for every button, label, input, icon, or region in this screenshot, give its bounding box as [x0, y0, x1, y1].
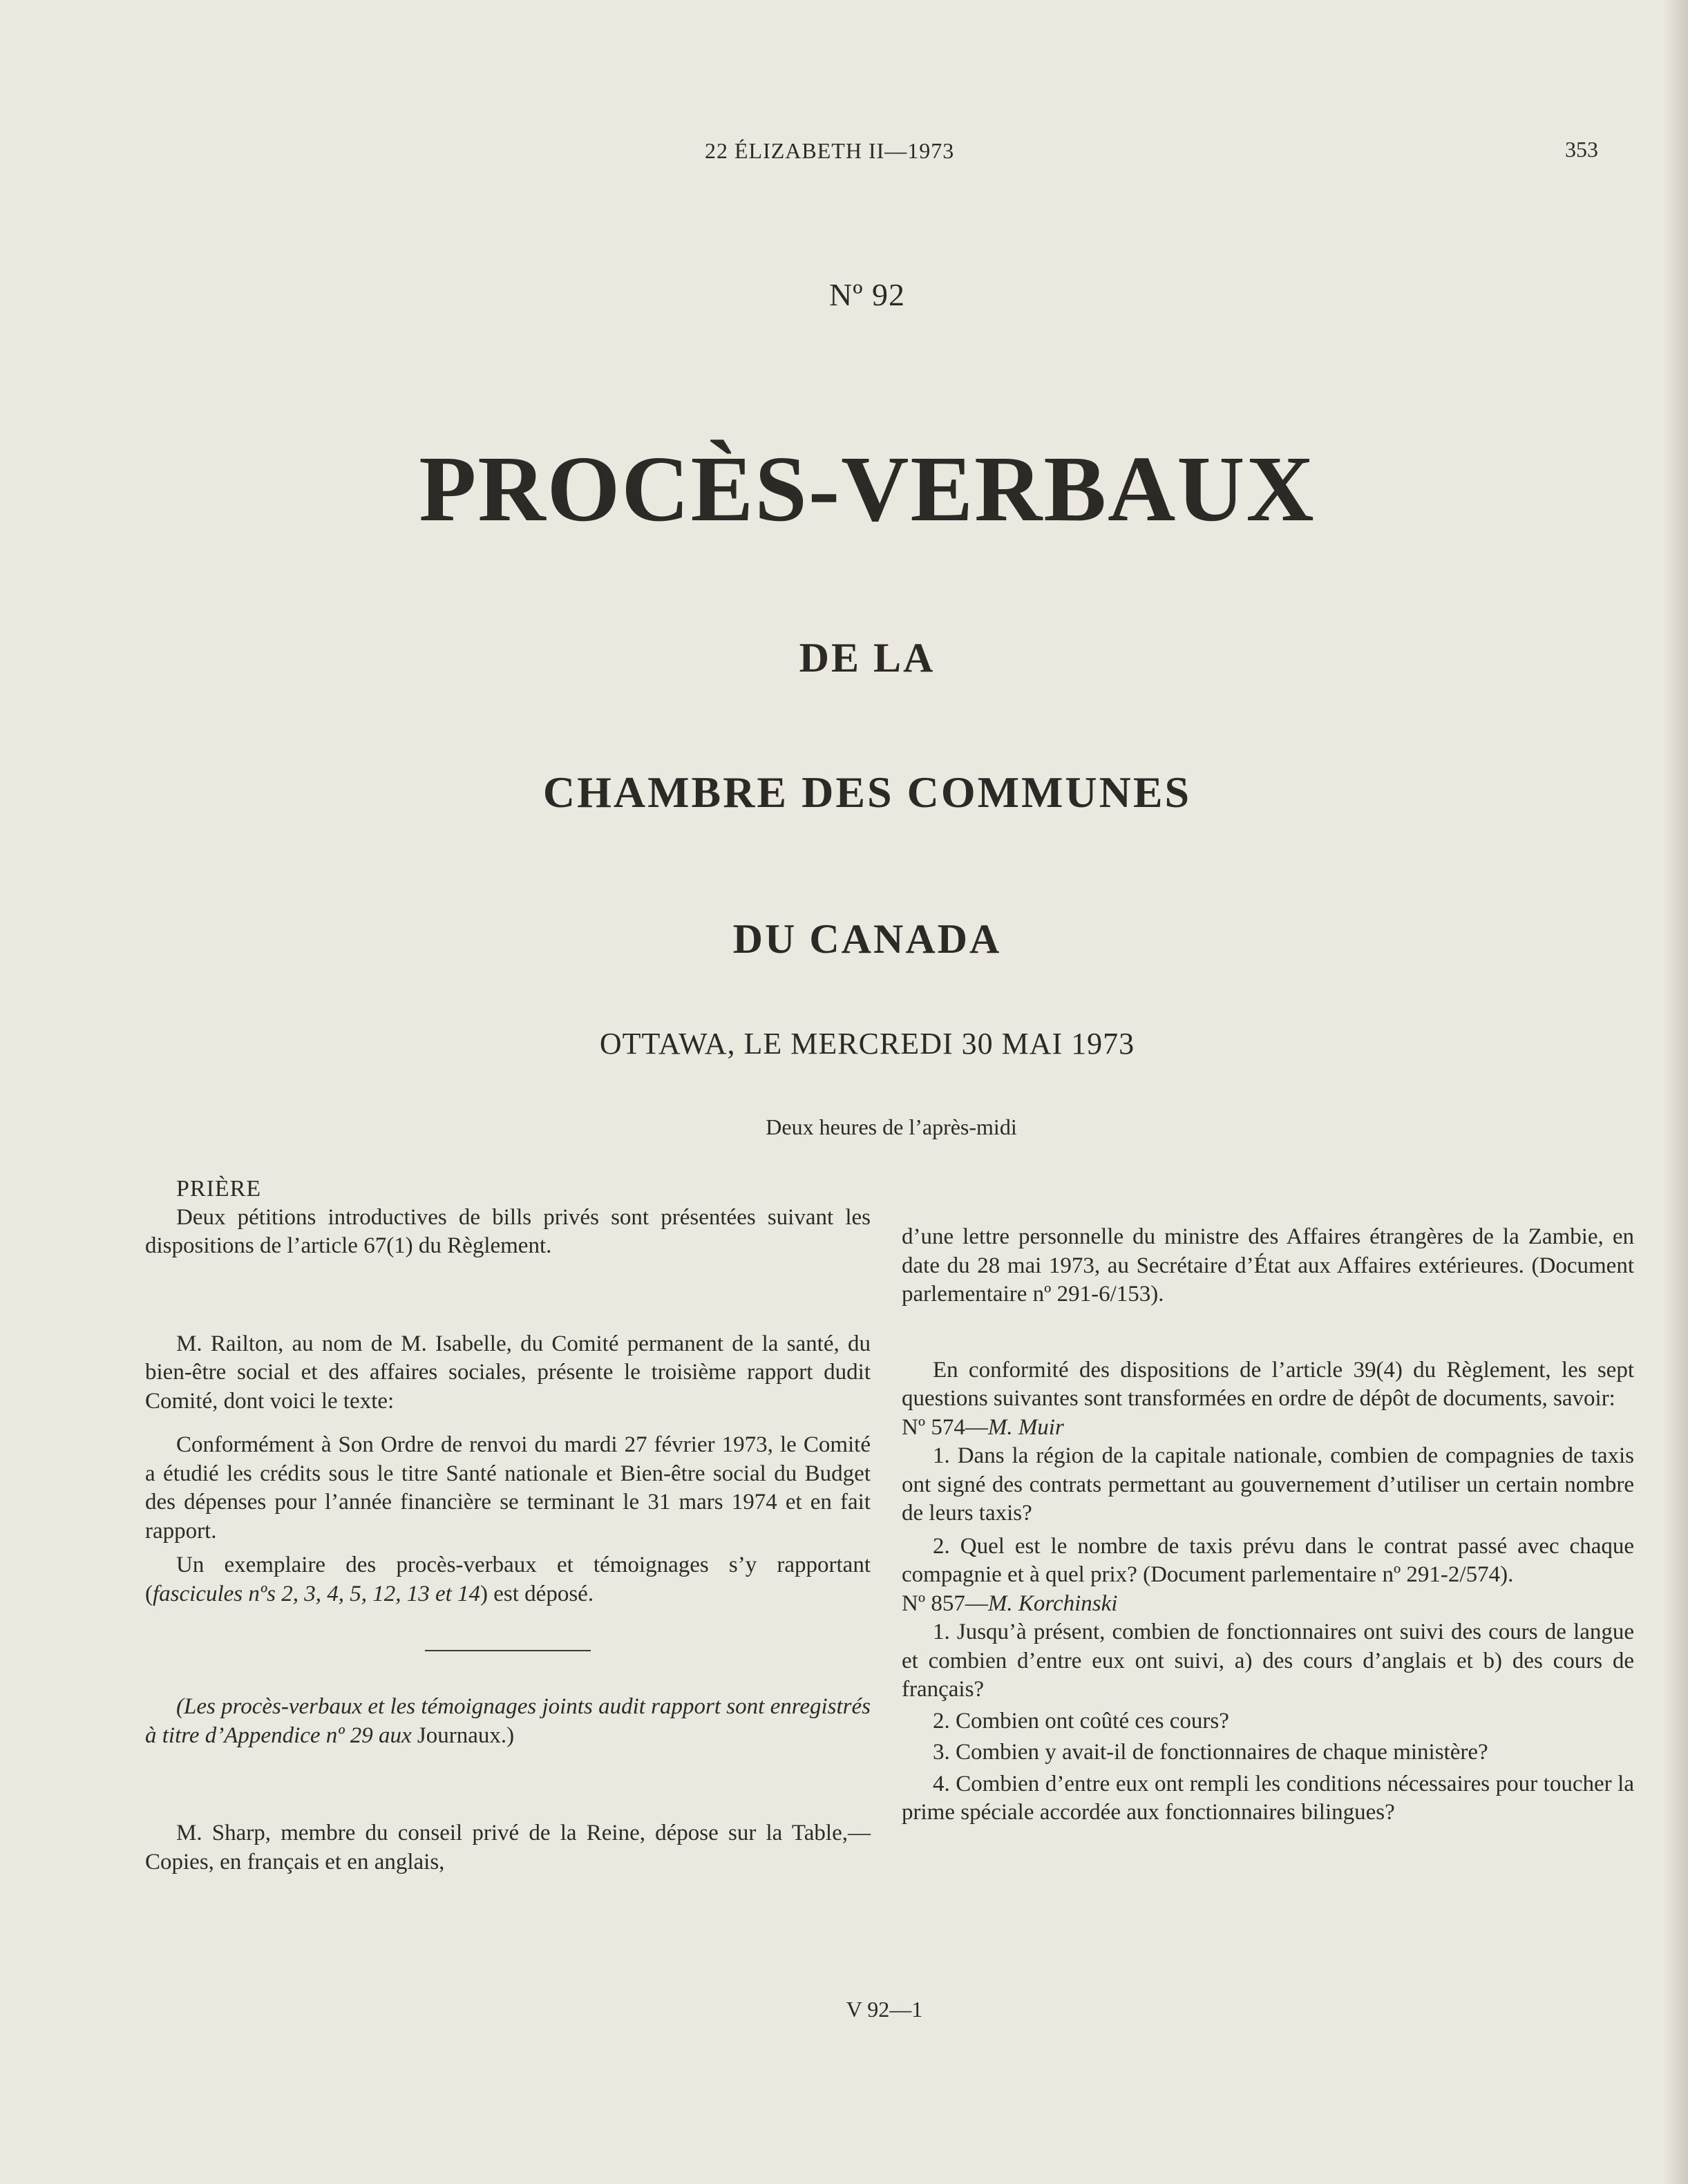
question-item: 1. Dans la région de la capitale nationale, combien de compagnies de taxis ont signé des contrats permettant au gouvernement d’utiliser un certain nombre de leurs taxis?	[902, 1443, 1634, 1526]
running-header: 22 ÉLIZABETH II—1973	[705, 138, 955, 163]
dateline: OTTAWA, LE MERCREDI 30 MAI 1973	[599, 1027, 1135, 1061]
paragraph: M. Railton, au nom de M. Isabelle, du Comité permanent de la santé, du bien-être social et des affaires sociales, présente le troisième rapport dudit Comité, dont voici le texte:	[145, 1331, 871, 1414]
question-item: 2. Combien ont coûté ces cours?	[933, 1708, 1229, 1734]
divider-rule	[425, 1650, 591, 1651]
text-run: ) est déposé.	[480, 1581, 594, 1606]
text-run: Journaux.)	[411, 1722, 515, 1748]
subtitle-canada: DU CANADA	[732, 916, 1002, 962]
question-item: 4. Combien d’entre eux ont rempli les conditions nécessaires pour toucher la prime spéciale accordée aux fonctionnaires bilingues?	[902, 1771, 1634, 1825]
question-member: M. Muir	[987, 1414, 1064, 1440]
issue-number: Nº 92	[829, 277, 905, 312]
paragraph: Conformément à Son Ordre de renvoi du mardi 27 février 1973, le Comité a étudié les crédits sous le titre Santé nationale et Bien-être social du Budget des dépenses pour l’année financière se terminant le 31 mars 1974 et en fait rapport.	[145, 1432, 871, 1544]
paragraph: d’une lettre personnelle du ministre des Affaires étrangères de la Zambie, en date du 28 mai 1973, au Secrétaire d’État aux Affaires extérieures. (Document parlementaire nº 291-6/153).	[902, 1224, 1634, 1307]
question-item: 1. Jusqu’à présent, combien de fonctionnaires ont suivi des cours de langue et combien d’entre eux ont suivi, a) des cours d’anglais et b) des cours de français?	[902, 1620, 1634, 1702]
page-edge-shadow	[1663, 0, 1688, 2184]
left-column	[145, 1175, 871, 1877]
question-number: Nº 574—	[902, 1414, 988, 1440]
paragraph: En conformité des dispositions de l’article 39(4) du Règlement, les sept questions suivantes sont transformées en ordre de dépôt de documents, savoir:	[902, 1357, 1634, 1411]
main-title: PROCÈS-VERBAUX	[419, 437, 1316, 541]
section-heading: PRIÈRE	[176, 1176, 262, 1202]
question-item: 2. Quel est le nombre de taxis prévu dans le contrat passé avec chaque compagnie et à quel prix? (Document parlementaire nº 291-2/574).	[902, 1533, 1634, 1587]
question-item: 3. Combien y avait-il de fonctionnaires de chaque ministère?	[933, 1740, 1488, 1765]
signature-mark: V 92—1	[846, 1997, 923, 2022]
paragraph: M. Sharp, membre du conseil privé de la Reine, dépose sur la Table,—Copies, en français et en anglais,	[145, 1821, 871, 1874]
text-run-italic: (Les procès-verbaux et les témoignages joints audit rapport sont enregistrés à titre d’Appendice nº 29 aux	[145, 1694, 871, 1748]
subtitle-de-la: DE LA	[799, 635, 936, 681]
question-header	[902, 1414, 1634, 1443]
right-column	[902, 1223, 1634, 1827]
question-header	[902, 1590, 1634, 1619]
sitting-time: Deux heures de l’après-midi	[766, 1114, 1017, 1139]
paragraph	[145, 1551, 871, 1608]
question-number: Nº 857—	[902, 1590, 988, 1616]
text-run: Un exemplaire des procès-verbaux et témoignages s’y rapportant (	[145, 1552, 871, 1606]
page-number: 353	[1565, 137, 1598, 162]
paragraph	[145, 1693, 871, 1750]
subtitle-chambre: CHAMBRE DES COMMUNES	[542, 768, 1192, 817]
text-run-italic: fascicules nºs 2, 3, 4, 5, 12, 13 et 14	[153, 1581, 481, 1606]
paragraph: Deux pétitions introductives de bills privés sont présentées suivant les dispositions de l’article 67(1) du Règlement.	[145, 1204, 871, 1258]
question-member: M. Korchinski	[987, 1590, 1118, 1616]
